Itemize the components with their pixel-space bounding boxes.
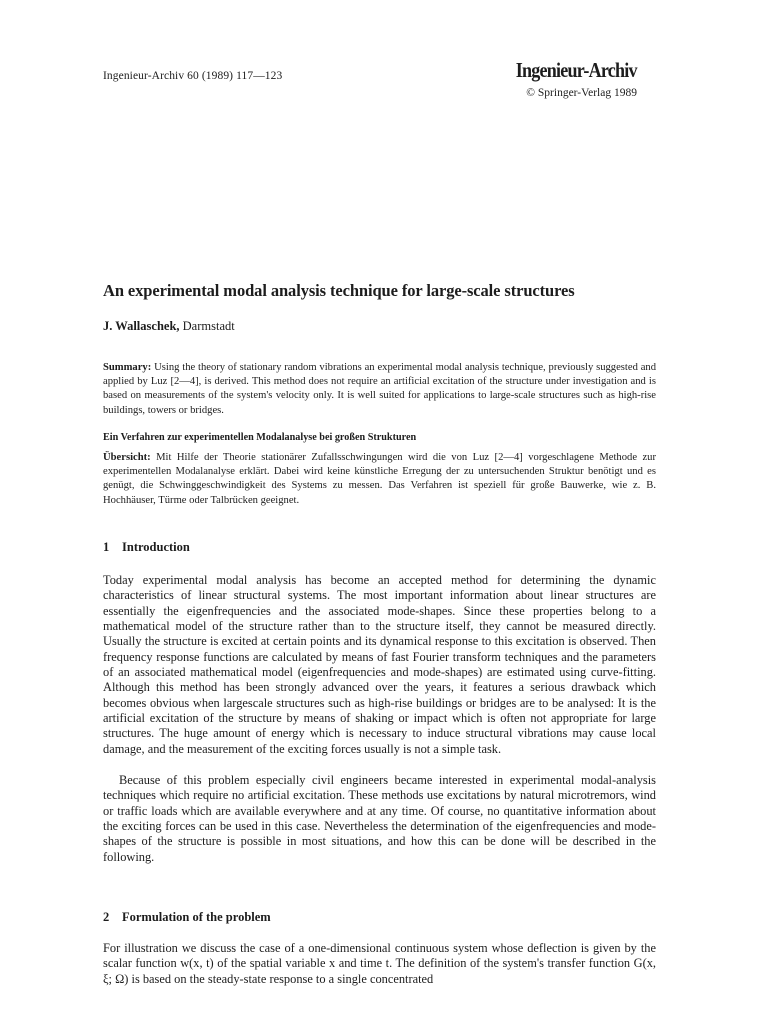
summary-text: Using the theory of stationary random vibrations an experimental modal analysis technique, previously suggested and applied by Luz [2—4], is derived. This method does not require an artificial excitation of the structure under investigation and is based on measurements of the system's velocity only. It is well suited for applications to large-scale structures such as high-rise buildings, towers or bridges. xyxy=(103,362,656,416)
introduction-paragraph-1: Today experimental modal analysis has become an accepted method for determining the dynamic characteristics of linear structural systems. The most important information about linear structures are essentially the eigenfrequencies and the associated mode-shapes. Since these properties belong to a mathematical model of the structure rather than to the structure itself, they cannot be measured directly. Usually the structure is excited at certain points and its dynamical response to this excitation is observed. Then frequency response functions are calculated by means of fast Fourier transform techniques and the parameters of an associated mathematical model (eigenfrequencies and mode-shapes) are estimated using curve-fitting. Although this method has been strongly advanced over the years, it features a serious drawback which becomes obvious when largescale structures such as high-rise buildings or bridges are to be analysed: It is the artificial excitation of the structure by means of shaking or impact which is often not appropriate for large structures. The huge amount of energy which is necessary to induce structural vibrations may cause local damage, and the measurement of the exciting forces usually is not a simple task. xyxy=(103,573,656,756)
article-title: An experimental modal analysis technique for large-scale structures xyxy=(103,281,575,300)
journal-name: Ingenieur-Archiv xyxy=(515,58,637,82)
section-title: Introduction xyxy=(122,540,190,554)
section-title: Formulation of the problem xyxy=(122,910,271,924)
section-heading-formulation xyxy=(103,910,271,925)
german-abstract-text: Mit Hilfe der Theorie stationärer Zufallsschwingungen wird die von Luz [2—4] vorgeschlagene Methode zur experimentellen Modalanalyse erklärt. Dabei wird keine künstliche Erregung der zu untersuchenden Struktur benötigt und es genügt, die Schwinggeschwindigkeit des Systems zu messen. Das Verfahren ist speziell für große Bauwerke, wie z. B. Hochhäuser, Türme oder Talbrücken geeignet. xyxy=(103,452,656,506)
author-line xyxy=(103,319,235,334)
copyright-notice: © Springer-Verlag 1989 xyxy=(526,87,637,99)
section-number: 1 xyxy=(103,540,110,554)
introduction-paragraph-2: Because of this problem especially civil engineers became interested in experimental modal-analysis techniques which require no artificial excitation. These methods use excitations by natural microtremors, wind or traffic loads which are available everywhere and at any time. Of course, no quantitative information about the exciting forces can be used in this case. Nevertheless the determination of the eigenfrequencies and mode-shapes of the structure is possible in most situations, and how this can be done will be described in the following. xyxy=(103,773,656,864)
section-number: 2 xyxy=(103,910,110,924)
summary-abstract xyxy=(103,361,656,418)
author-name: J. Wallaschek, xyxy=(103,319,180,333)
german-abstract-label: Übersicht: xyxy=(103,452,151,463)
journal-citation: Ingenieur-Archiv 60 (1989) 117—123 xyxy=(103,70,283,82)
german-title: Ein Verfahren zur experimentellen Modalanalyse bei großen Strukturen xyxy=(103,432,417,443)
journal-masthead xyxy=(496,58,637,99)
summary-label: Summary: xyxy=(103,362,152,373)
formulation-paragraph-1: For illustration we discuss the case of a one-dimensional continuous system whose deflection is given by the scalar function w(x, t) of the spatial variable x and time t. The definition of the system's transfer function G(x, ξ; Ω) is based on the steady-state response to a single concentrated xyxy=(103,941,656,986)
section-heading-introduction xyxy=(103,540,190,555)
author-location: Darmstadt xyxy=(179,319,235,333)
german-abstract xyxy=(103,451,656,508)
